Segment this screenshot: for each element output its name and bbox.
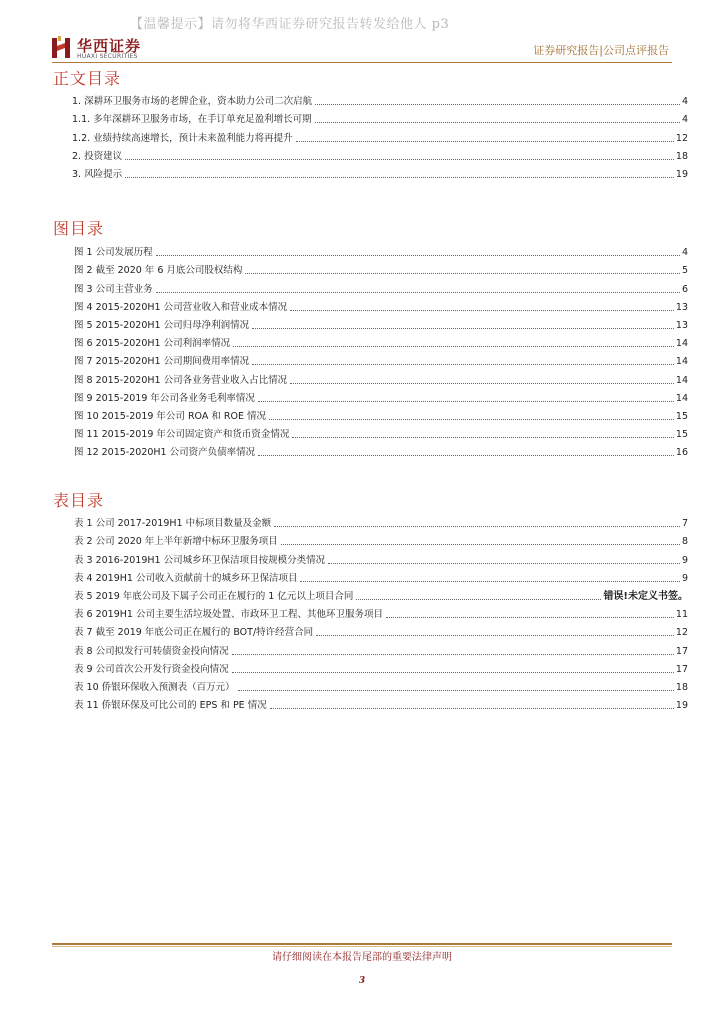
toc-entry-label: 1. 深耕环卫服务市场的老牌企业，资本助力公司二次启航 [72, 96, 313, 108]
toc-entry-page: 19 [675, 168, 688, 180]
toc-entry-page: 12 [675, 132, 688, 144]
toc-entry-label: 图 8 2015-2020H1 公司各业务营业收入占比情况 [74, 374, 288, 386]
toc-entry-label: 图 12 2015-2020H1 公司资产负债率情况 [74, 447, 256, 459]
toc-entry[interactable] [74, 585, 688, 603]
toc-entry-label: 图 4 2015-2020H1 公司营业收入和营业成本情况 [74, 301, 288, 313]
toc-leader-dots [315, 122, 680, 123]
tables-list [74, 512, 688, 712]
toc-entry-page: 15 [675, 410, 688, 422]
toc-leader-dots [270, 708, 674, 709]
toc-entry[interactable] [74, 621, 688, 639]
toc-entry[interactable] [72, 126, 688, 144]
toc-entry-page: 8 [681, 536, 688, 548]
toc-leader-dots [156, 255, 680, 256]
toc-entry-label: 图 6 2015-2020H1 公司利润率情况 [74, 338, 231, 350]
toc-entry-label: 3. 风险提示 [72, 168, 123, 180]
toc-entry-label: 1.1. 多年深耕环卫服务市场，在手订单充足盈利增长可期 [72, 114, 312, 126]
figures-list [74, 241, 688, 459]
toc-entry[interactable] [74, 350, 688, 368]
toc-entry-page: 18 [675, 681, 688, 693]
toc-leader-dots [156, 292, 680, 293]
toc-entry[interactable] [74, 277, 688, 295]
toc-leader-dots [316, 635, 674, 636]
toc-entry[interactable] [74, 694, 688, 712]
toc-entry[interactable] [74, 332, 688, 350]
contents-list [72, 90, 688, 181]
toc-entry-label: 图 5 2015-2020H1 公司归母净利润情况 [74, 319, 250, 331]
report-type: 证券研究报告|公司点评报告 [533, 44, 669, 57]
toc-entry-label: 图 11 2015-2019 年公司固定资产和货币资金情况 [74, 429, 290, 441]
toc-leader-dots [328, 563, 680, 564]
toc-entry-label: 表 8 公司拟发行可转债资金投向情况 [74, 645, 229, 657]
toc-entry-label: 图 9 2015-2019 年公司各业务毛利率情况 [74, 392, 255, 404]
logo-chinese-name: 华西证券 [77, 37, 142, 55]
toc-entry[interactable] [74, 676, 688, 694]
toc-leader-dots [258, 455, 674, 456]
toc-leader-dots [125, 159, 674, 160]
toc-entry-page: 4 [681, 114, 688, 126]
toc-leader-dots [292, 437, 673, 438]
toc-entry[interactable] [74, 530, 688, 548]
header-divider [52, 62, 672, 63]
toc-entry[interactable] [74, 405, 688, 423]
toc-entry-page: 9 [681, 554, 688, 566]
toc-entry-label: 表 1 公司 2017-2019H1 中标项目数量及金额 [74, 518, 272, 530]
toc-entry-page: 11 [675, 609, 688, 621]
toc-entry-page: 13 [675, 301, 688, 313]
toc-entry-page: 14 [675, 338, 688, 350]
toc-entry-page: 9 [681, 572, 688, 584]
toc-leader-dots [300, 581, 679, 582]
toc-entry-page: 14 [675, 356, 688, 368]
toc-entry-label: 表 5 2019 年底公司及下属子公司正在履行的 1 亿元以上项目合同 [74, 590, 354, 602]
logo-english-name: HUAXI SECURITIES [77, 53, 138, 60]
toc-entry-page: 18 [675, 150, 688, 162]
toc-entry-page: 16 [675, 447, 688, 459]
figures-title: 图目录 [53, 219, 105, 238]
toc-entry[interactable] [72, 108, 688, 126]
toc-entry[interactable] [74, 639, 688, 657]
toc-leader-dots [315, 104, 680, 105]
toc-entry-page: 15 [675, 429, 688, 441]
toc-leader-dots [252, 364, 674, 365]
toc-entry[interactable] [74, 441, 688, 459]
toc-leader-dots [245, 273, 680, 274]
toc-entry-label: 表 7 截至 2019 年底公司正在履行的 BOT/特许经营合同 [74, 627, 314, 639]
toc-entry-label: 表 9 公司首次公开发行资金投向情况 [74, 663, 229, 675]
page-number: 3 [358, 976, 366, 986]
toc-leader-dots [232, 672, 674, 673]
legal-notice: 请仔细阅读在本报告尾部的重要法律声明 [272, 952, 452, 963]
toc-entry[interactable] [74, 368, 688, 386]
toc-entry-page: 6 [681, 283, 688, 295]
toc-leader-dots [281, 544, 680, 545]
toc-leader-dots [356, 599, 601, 600]
toc-entry[interactable] [74, 603, 688, 621]
toc-entry-page: 5 [681, 265, 688, 277]
toc-entry-page: 4 [681, 96, 688, 108]
toc-leader-dots [296, 141, 674, 142]
toc-leader-dots [232, 654, 674, 655]
toc-entry-page: 4 [681, 247, 688, 259]
toc-leader-dots [386, 617, 674, 618]
toc-entry[interactable] [72, 90, 688, 108]
toc-entry-label: 图 3 公司主营业务 [74, 283, 153, 295]
toc-leader-dots [290, 383, 674, 384]
toc-entry[interactable] [74, 259, 688, 277]
toc-entry[interactable] [74, 387, 688, 405]
toc-leader-dots [269, 419, 674, 420]
toc-entry[interactable] [74, 512, 688, 530]
toc-leader-dots [258, 401, 674, 402]
company-logo [52, 36, 162, 62]
tables-title: 表目录 [53, 491, 105, 510]
toc-entry-page: 17 [675, 663, 688, 675]
toc-entry-label: 1.2. 业绩持续高速增长，预计未来盈利能力将再提升 [72, 132, 293, 144]
toc-entry-label: 图 7 2015-2020H1 公司期间费用率情况 [74, 356, 250, 368]
toc-entry-page: 14 [675, 392, 688, 404]
toc-entry-label: 图 1 公司发展历程 [74, 247, 153, 259]
toc-entry-label: 表 6 2019H1 公司主要生活垃圾处置、市政环卫工程、其他环卫服务项目 [74, 609, 383, 621]
toc-entry-page: 12 [675, 627, 688, 639]
footer-divider [52, 943, 672, 945]
toc-entry[interactable] [72, 145, 688, 163]
contents-title: 正文目录 [53, 69, 122, 88]
toc-leader-dots [233, 346, 674, 347]
toc-entry-label: 表 2 公司 2020 年上半年新增中标环卫服务项目 [74, 536, 278, 548]
toc-entry[interactable] [72, 163, 688, 181]
toc-entry[interactable] [74, 296, 688, 314]
toc-entry-page: 13 [675, 319, 688, 331]
toc-entry-page: 14 [675, 374, 688, 386]
toc-leader-dots [252, 328, 674, 329]
toc-leader-dots [274, 526, 680, 527]
toc-entry-page: 17 [675, 645, 688, 657]
toc-entry-page: 7 [681, 518, 688, 530]
toc-leader-dots [290, 310, 674, 311]
toc-entry-page: 错误!未定义书签。 [603, 590, 688, 602]
toc-entry[interactable] [74, 567, 688, 585]
toc-entry[interactable] [74, 314, 688, 332]
toc-entry-label: 图 2 截至 2020 年 6 月底公司股权结构 [74, 265, 243, 277]
toc-entry-label: 表 4 2019H1 公司收入贡献前十的城乡环卫保洁项目 [74, 572, 298, 584]
toc-entry-label: 表 3 2016-2019H1 公司城乡环卫保洁项目按规模分类情况 [74, 554, 326, 566]
toc-entry-label: 图 10 2015-2019 年公司 ROA 和 ROE 情况 [74, 410, 266, 422]
footer-divider-thin [52, 946, 672, 947]
watermark-notice: 【温馨提示】请勿将华西证券研究报告转发给他人 p3 [130, 17, 450, 32]
toc-entry[interactable] [74, 423, 688, 441]
toc-entry[interactable] [74, 241, 688, 259]
toc-entry-page: 19 [675, 700, 688, 712]
toc-entry[interactable] [74, 658, 688, 676]
toc-entry[interactable] [74, 548, 688, 566]
toc-entry-label: 2. 投资建议 [72, 150, 123, 162]
toc-leader-dots [125, 177, 674, 178]
toc-leader-dots [238, 690, 674, 691]
logo-mark-icon [52, 36, 72, 60]
toc-entry-label: 表 10 侨银环保收入预测表（百万元） [74, 681, 235, 693]
toc-entry-label: 表 11 侨银环保及可比公司的 EPS 和 PE 情况 [74, 700, 267, 712]
